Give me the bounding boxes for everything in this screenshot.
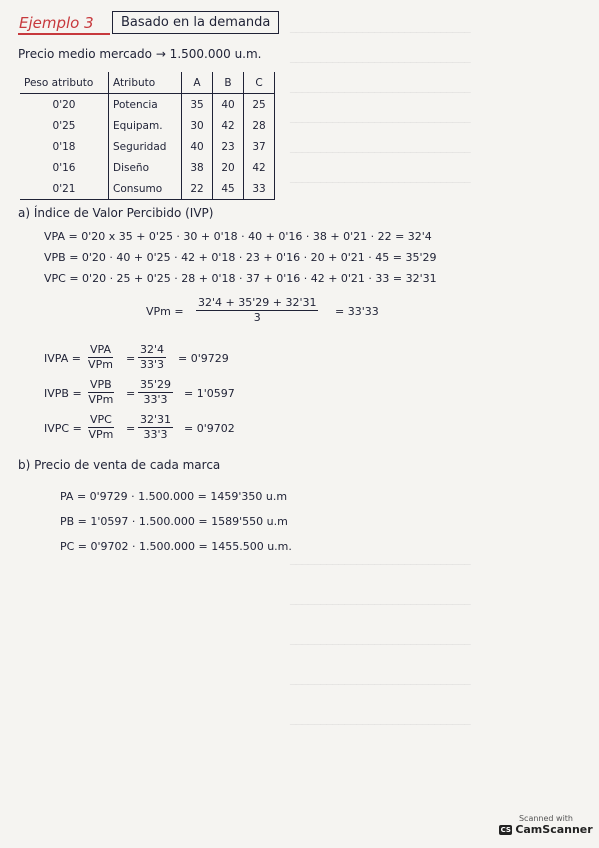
price-b-line: PB = 1'0597 · 1.500.000 = 1589'550 u.m (60, 515, 288, 528)
equals-sign: = (126, 352, 136, 365)
cell-attribute: Consumo (109, 178, 182, 200)
bleed-through: ────────────────────────────── (290, 680, 471, 691)
camscanner-logo-icon: CS (500, 825, 511, 834)
boxed-subject: Basado en la demanda (112, 11, 279, 34)
price-a-line: PA = 0'9729 · 1.500.000 = 1459'350 u.m (60, 490, 288, 503)
example-title: Ejemplo 3 (19, 14, 94, 32)
ivp-c-symbolic-fraction (88, 413, 114, 442)
header-a: A (182, 72, 213, 94)
vpm-numerator: 32'4 + 35'29 + 32'31 (198, 296, 317, 309)
cell-a: 35 (182, 94, 213, 116)
title-underline (18, 33, 110, 35)
cell-c: 37 (244, 136, 275, 157)
ivp-a-label: IVPA = (44, 352, 81, 365)
vpm-denominator: 3 (253, 311, 261, 324)
cell-weight: 0'18 (52, 140, 76, 153)
equals-sign: = (126, 422, 136, 435)
ivp-c-den: VPm (88, 428, 114, 441)
cell-a: 30 (182, 115, 213, 136)
header-c: C (244, 72, 275, 94)
cell-weight: 0'21 (20, 178, 109, 200)
table-row (20, 178, 275, 200)
ivp-c-label: IVPC = (44, 422, 82, 435)
cell-attribute: Diseño (109, 157, 182, 178)
section-a-heading: a) Índice de Valor Percibido (IVP) (18, 206, 214, 220)
ivp-c-den2: 33'3 (143, 428, 168, 441)
vpm-fraction (196, 296, 318, 325)
ivp-b-label: IVPB = (44, 387, 82, 400)
cell-b: 23 (213, 136, 244, 157)
cell-c: 42 (244, 157, 275, 178)
ivp-c-result: = 0'9702 (184, 422, 235, 435)
bleed-through: ────────────────────────────── (290, 178, 471, 189)
table-row (20, 136, 275, 157)
attribute-table (20, 72, 275, 200)
bleed-through: ────────────────────────────── (290, 58, 471, 69)
bleed-through: ────────────────────────────── (290, 148, 471, 159)
cell-a: 38 (182, 157, 213, 178)
camscanner-brand (499, 823, 592, 836)
ivp-a-num: VPA (90, 343, 111, 356)
cell-c: 25 (244, 94, 275, 116)
bleed-through: ────────────────────────────── (290, 118, 471, 129)
header-peso: Peso atributo (20, 72, 109, 94)
scanned-with-text: Scanned with (518, 814, 574, 823)
ivp-b-den: VPm (88, 393, 114, 406)
table-header-row (20, 72, 275, 94)
ivp-b-num2: 35'29 (140, 378, 172, 391)
cell-b: 45 (213, 178, 244, 200)
ivp-a-value-fraction (138, 343, 166, 372)
cell-b: 40 (213, 94, 244, 116)
bleed-through: ────────────────────────────── (290, 28, 471, 39)
ivp-c-num2: 32'31 (140, 413, 172, 426)
cell-b: 42 (213, 115, 244, 136)
price-c-line: PC = 0'9702 · 1.500.000 = 1455.500 u.m. (60, 540, 292, 553)
ivp-a-num2: 32'4 (140, 343, 165, 356)
vp-a-line: VPA = 0'20 x 35 + 0'25 · 30 + 0'18 · 40 + 0'16 · 38 + 0'21 · 22 = 32'4 (44, 230, 432, 243)
equals-sign: = (126, 387, 136, 400)
ivp-b-den2: 33'3 (143, 393, 168, 406)
ivp-b-num: VPB (90, 378, 112, 391)
header-atributo: Atributo (109, 72, 182, 94)
ivp-b-symbolic-fraction (88, 378, 114, 407)
bleed-through: ────────────────────────────── (290, 600, 471, 611)
ivp-a-den2: 33'3 (140, 358, 165, 371)
vpm-label: VPm = (146, 305, 184, 318)
bleed-through: ────────────────────────────── (290, 88, 471, 99)
market-price-note: Precio medio mercado → 1.500.000 u.m. (18, 47, 262, 61)
vp-b-line: VPB = 0'20 · 40 + 0'25 · 42 + 0'18 · 23 + 0'16 · 20 + 0'21 · 45 = 35'29 (44, 251, 437, 264)
camscanner-watermark (500, 808, 593, 842)
cell-weight: 0'25 (52, 119, 76, 132)
ivp-a-symbolic-fraction (88, 343, 113, 372)
ivp-a-result: = 0'9729 (178, 352, 229, 365)
ivp-c-num: VPC (90, 413, 112, 426)
ivp-c-value-fraction (138, 413, 173, 442)
cell-attribute: Equipam. (109, 115, 182, 136)
vpm-result: = 33'33 (335, 305, 379, 318)
header-b: B (213, 72, 244, 94)
vp-c-line: VPC = 0'20 · 25 + 0'25 · 28 + 0'18 · 37 + 0'16 · 42 + 0'21 · 33 = 32'31 (44, 272, 437, 285)
bleed-through: ────────────────────────────── (290, 720, 471, 731)
ivp-b-result: = 1'0597 (184, 387, 235, 400)
table-row (20, 115, 275, 136)
ivp-b-value-fraction (138, 378, 173, 407)
cell-weight: 0'16 (52, 161, 76, 174)
cell-c: 33 (244, 178, 275, 200)
cell-a: 40 (182, 136, 213, 157)
bleed-through: ────────────────────────────── (290, 640, 471, 651)
cell-b: 20 (213, 157, 244, 178)
bleed-through: ────────────────────────────── (290, 560, 471, 571)
table-row (20, 94, 275, 116)
camscanner-brand-name: CamScanner (515, 823, 593, 836)
cell-a: 22 (182, 178, 213, 200)
cell-weight: 0'20 (52, 98, 76, 111)
cell-attribute: Potencia (109, 94, 182, 116)
section-b-heading: b) Precio de venta de cada marca (18, 458, 221, 472)
cell-c: 28 (244, 115, 275, 136)
cell-attribute: Seguridad (109, 136, 182, 157)
table-row (20, 157, 275, 178)
ivp-a-den: VPm (88, 358, 113, 371)
